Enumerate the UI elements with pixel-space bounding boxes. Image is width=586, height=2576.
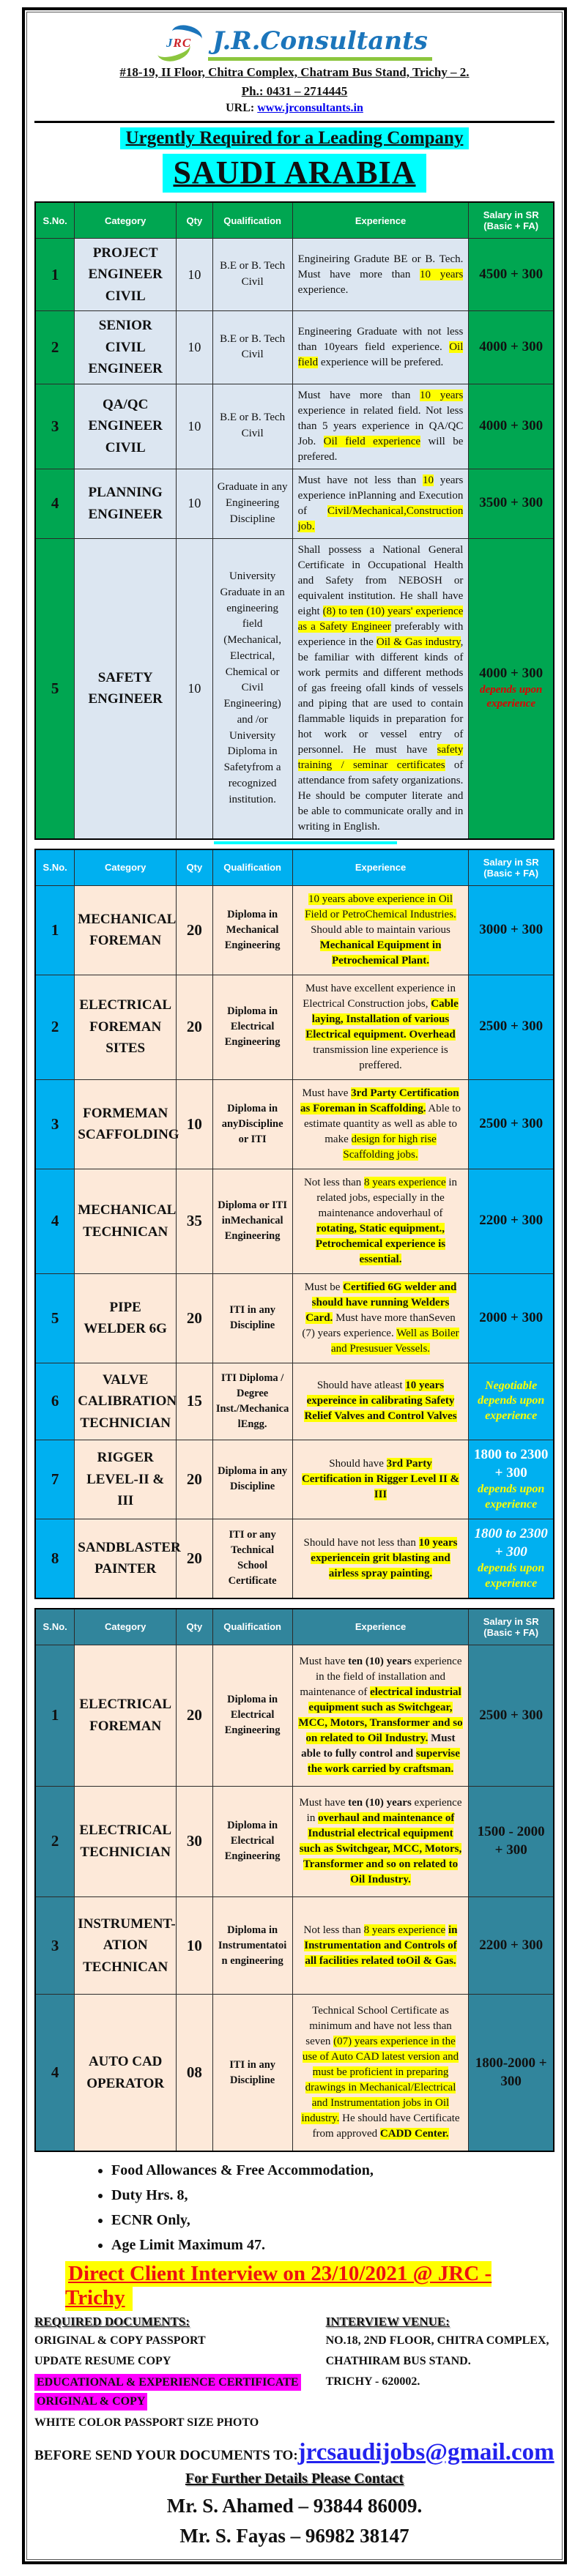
text-segment: experience in bbox=[306, 1796, 462, 1824]
url-label: URL: bbox=[226, 102, 255, 114]
cell-salary bbox=[469, 538, 554, 839]
text-segment: Engineiring Gradute BE or B. Tech. Must have more than bbox=[297, 253, 464, 280]
text-segment: Must have bbox=[302, 1087, 352, 1099]
text-segment: He should have Certificate from approved bbox=[312, 2112, 460, 2140]
job-row bbox=[35, 1995, 554, 2152]
job-row bbox=[35, 975, 554, 1079]
text-segment: ten (10) years bbox=[348, 1796, 412, 1809]
logo-monogram: JRC bbox=[166, 36, 192, 50]
job-row bbox=[35, 1079, 554, 1169]
column-header: Category bbox=[75, 849, 177, 886]
venue-line: CHATHIRAM BUS STAND. bbox=[325, 2355, 471, 2368]
send-documents-line bbox=[34, 2439, 555, 2466]
cell-sno: 3 bbox=[35, 1896, 75, 1994]
salary-text: depends upon experience bbox=[479, 683, 543, 710]
jobs-table-1-wrap bbox=[34, 201, 555, 844]
cell-cat: FORMEMAN SCAFFOLDING bbox=[75, 1079, 177, 1169]
text-segment: experience in the field of installation and maintenance of bbox=[300, 1655, 462, 1698]
contact-list bbox=[34, 2495, 555, 2547]
document-item: WHITE COLOR PASSPORT SIZE PHOTO bbox=[34, 2416, 259, 2429]
divider-line bbox=[34, 121, 555, 123]
cell-qty: 30 bbox=[177, 1786, 213, 1896]
company-url-link[interactable]: www.jrconsultants.in bbox=[257, 102, 363, 114]
required-documents-title: REQUIRED DOCUMENTS: bbox=[34, 2315, 190, 2329]
cell-qty: 10 bbox=[177, 311, 213, 384]
cell-cat: VALVE CALIBRATION TECHNICIAN bbox=[75, 1363, 177, 1440]
text-segment: Mechanical Equipment in Petrochemical Plant. bbox=[319, 939, 442, 967]
document-item: ORIGINAL & COPY PASSPORT bbox=[34, 2334, 206, 2348]
jobs-table-2-wrap bbox=[34, 849, 555, 1599]
column-header: Qty bbox=[177, 849, 213, 886]
cell-cat: MECHANICAL FOREMAN bbox=[75, 885, 177, 975]
job-row bbox=[35, 311, 554, 384]
cell-sno: 5 bbox=[35, 538, 75, 839]
job-row bbox=[35, 1273, 554, 1363]
cell-salary bbox=[469, 311, 554, 384]
cell-experience bbox=[292, 1995, 469, 2152]
cell-experience bbox=[292, 384, 469, 469]
header-row bbox=[35, 1609, 554, 1645]
cell-salary bbox=[469, 1519, 554, 1598]
column-header: Qualification bbox=[212, 1609, 292, 1645]
column-header: Salary in SR (Basic + FA) bbox=[469, 1609, 554, 1645]
documents-venue-section bbox=[34, 2315, 555, 2432]
cell-sno: 8 bbox=[35, 1519, 75, 1598]
bullet-item: • Duty Hrs. 8, bbox=[111, 2187, 555, 2204]
salary-text: 1500 - 2000 + 300 bbox=[477, 1824, 545, 1858]
document-item: UPDATE RESUME COPY bbox=[34, 2355, 171, 2368]
cell-salary bbox=[469, 469, 554, 538]
cell-qual: Diploma in anyDiscipline or ITI bbox=[212, 1079, 292, 1169]
cell-qty: 10 bbox=[177, 239, 213, 311]
cell-salary bbox=[469, 1363, 554, 1440]
company-phone: Ph.: 0431 – 2714445 bbox=[241, 84, 348, 98]
headline-section bbox=[34, 127, 555, 193]
cell-sno: 4 bbox=[35, 1995, 75, 2152]
text-segment: Should able to maintain various bbox=[311, 923, 450, 936]
cell-qual: University Graduate in an engineering field (Mechanical, Electrical, Chemical or Civil Engineering) and /or University Diploma in Safetyfrom a recognized institution. bbox=[212, 538, 292, 839]
text-segment: Must have bbox=[299, 1796, 349, 1809]
contact-heading: For Further Details Please Contact bbox=[185, 2470, 404, 2487]
cell-cat: ELECTRICAL FOREMAN SITES bbox=[75, 975, 177, 1079]
text-segment: 8 years experience bbox=[363, 1924, 446, 1936]
salary-text: 4500 + 300 bbox=[479, 266, 544, 282]
cell-experience bbox=[292, 1896, 469, 1994]
header-row bbox=[35, 202, 554, 239]
text-segment: design for high rise Scaffolding jobs. bbox=[343, 1133, 437, 1161]
cell-salary bbox=[469, 1273, 554, 1363]
cell-salary bbox=[469, 1786, 554, 1896]
cell-qty: 10 bbox=[177, 469, 213, 538]
salary-text: depends upon experience bbox=[478, 1562, 545, 1590]
interview-venue bbox=[326, 2315, 555, 2432]
cell-salary bbox=[469, 1995, 554, 2152]
salary-text: 4000 + 300 bbox=[479, 339, 544, 355]
column-header: S.No. bbox=[35, 849, 75, 886]
required-documents-list bbox=[34, 2331, 326, 2432]
contact-line: Mr. S. Fayas – 96982 38147 bbox=[179, 2524, 409, 2547]
salary-text: 1800 to 2300 + 300 bbox=[474, 1525, 548, 1560]
cell-experience bbox=[292, 1363, 469, 1440]
salary-text: 2000 + 300 bbox=[479, 1309, 544, 1325]
job-row bbox=[35, 885, 554, 975]
cell-experience bbox=[292, 1645, 469, 1786]
text-segment: Engineering Graduate with not less than 10years field experience. bbox=[297, 325, 464, 353]
cell-qual: ITI in any Discipline bbox=[212, 1273, 292, 1363]
column-header: Salary in SR (Basic + FA) bbox=[469, 849, 554, 886]
text-segment: 3rd Party Certification as Foreman in Scaffolding. bbox=[300, 1087, 459, 1114]
cell-cat: SENIOR CIVIL ENGINEER bbox=[75, 311, 177, 384]
bullet-item: • ECNR Only, bbox=[111, 2212, 555, 2229]
job-row bbox=[35, 239, 554, 311]
cyan-underline-mark bbox=[214, 841, 397, 844]
interview-venue-title: INTERVIEW VENUE: bbox=[325, 2315, 450, 2329]
text-segment: 10 years above experience in Oil Field or PetroChemical Industries. bbox=[305, 893, 456, 920]
text-segment: 10 bbox=[422, 474, 434, 486]
cell-salary bbox=[469, 384, 554, 469]
text-segment: Must have more than bbox=[297, 389, 420, 401]
text-segment: experience. bbox=[297, 283, 349, 296]
salary-text: 4000 + 300 bbox=[479, 666, 544, 682]
text-segment: experience in related field. Not less than 5 years experience in QA/QC Job. bbox=[297, 404, 464, 447]
cell-salary bbox=[469, 1079, 554, 1169]
cell-qty: 20 bbox=[177, 1645, 213, 1786]
column-header: Experience bbox=[292, 849, 469, 886]
salary-text: 4000 + 300 bbox=[479, 417, 544, 433]
interview-venue-lines bbox=[326, 2331, 555, 2392]
job-row bbox=[35, 1519, 554, 1598]
cell-qual: Diploma in Instrumentatoi n engineering bbox=[212, 1896, 292, 1994]
cell-experience bbox=[292, 1440, 469, 1519]
cell-experience bbox=[292, 1169, 469, 1273]
text-segment: Oil field experience bbox=[323, 435, 421, 447]
cell-sno: 5 bbox=[35, 1273, 75, 1363]
jobs-table-2 bbox=[34, 849, 555, 1599]
text-segment: Oil field bbox=[297, 340, 464, 368]
cell-qual: Diploma or ITI inMechanical Engineering bbox=[212, 1169, 292, 1273]
cell-qty: 20 bbox=[177, 1273, 213, 1363]
text-segment: transmission line experience is preffered. bbox=[313, 1043, 448, 1071]
jobs-table-1 bbox=[34, 201, 555, 840]
text-segment: in related jobs, especially in the maintenance andoverhaul of bbox=[316, 1176, 458, 1219]
text-segment: of attendance from safety organizations. He should be computer literate and be able to communicate orally and in writing in English. bbox=[297, 759, 464, 833]
cell-experience bbox=[292, 885, 469, 975]
text-segment: preferably with experience in the bbox=[297, 620, 464, 648]
cell-cat: SANDBLASTER PAINTER bbox=[75, 1519, 177, 1598]
venue-line: NO.18, 2ND FLOOR, CHITRA COMPLEX, bbox=[325, 2334, 549, 2348]
job-row bbox=[35, 384, 554, 469]
text-segment: Technical School Certificate as minimum and have not less than seven bbox=[305, 2005, 452, 2048]
salary-text: Negotiable depends upon experience bbox=[478, 1379, 545, 1423]
text-segment: 10 years experiencein grit blasting and airless spray painting. bbox=[311, 1536, 458, 1579]
text-segment: (07) years experience in the use of Auto CAD latest version and must be proficient in preparing drawings in Mechanical/Electrical and Instrumentation jobs in Oil industry. bbox=[301, 2036, 459, 2125]
salary-text: 1800 to 2300 + 300 bbox=[474, 1446, 549, 1481]
document-inner bbox=[26, 12, 563, 2560]
cell-salary bbox=[469, 239, 554, 311]
company-header bbox=[34, 26, 555, 61]
cell-qual: Diploma in Electrical Engineering bbox=[212, 1645, 292, 1786]
cell-qty: 10 bbox=[177, 538, 213, 839]
cell-sno: 3 bbox=[35, 1079, 75, 1169]
cell-experience bbox=[292, 975, 469, 1079]
text-segment: Must have bbox=[299, 1655, 349, 1667]
salary-text: 2200 + 300 bbox=[479, 1937, 544, 1953]
text-segment: years experience inPlanning and Execution of bbox=[297, 474, 464, 517]
cell-salary bbox=[469, 975, 554, 1079]
urgent-headline: Urgently Required for a Leading Company bbox=[120, 127, 470, 149]
text-segment: in Instrumentation and Controls of all facilities related toOil & Gas. bbox=[304, 1924, 458, 1967]
cell-qty: 15 bbox=[177, 1363, 213, 1440]
text-segment: Oil & Gas industry bbox=[376, 636, 461, 648]
bullet-item: • Age Limit Maximum 47. bbox=[111, 2237, 555, 2254]
cell-qual: Diploma in any Discipline bbox=[212, 1440, 292, 1519]
column-header: Category bbox=[75, 202, 177, 239]
cell-sno: 2 bbox=[35, 975, 75, 1079]
cell-qty: 20 bbox=[177, 1519, 213, 1598]
venue-line: TRICHY - 620002. bbox=[325, 2375, 420, 2389]
cell-qty: 20 bbox=[177, 1440, 213, 1519]
text-segment: overhaul and maintenance of Industrial electrical equipment such as Switchgear, MCC, Motors, Transformer and so on related to Oil Industry. bbox=[299, 1812, 462, 1886]
cell-experience bbox=[292, 538, 469, 839]
cell-qty: 20 bbox=[177, 885, 213, 975]
cell-qual: ITI Diploma / Degree Inst./Mechanica lEngg. bbox=[212, 1363, 292, 1440]
salary-text: 2500 + 300 bbox=[479, 1115, 544, 1131]
cell-sno: 3 bbox=[35, 384, 75, 469]
cell-cat: AUTO CAD OPERATOR bbox=[75, 1995, 177, 2152]
interview-banner-text: Direct Client Interview on 23/10/2021 @ JRC - Trichy bbox=[65, 2262, 492, 2310]
text-segment: Shall possess a National General Certificate in Occupational Health and Safety from NEBOSH or equivalent institution. He shall have eight bbox=[297, 543, 464, 617]
cell-experience bbox=[292, 1273, 469, 1363]
job-row bbox=[35, 469, 554, 538]
job-row bbox=[35, 1645, 554, 1786]
text-segment: Civil/Mechanical,Construction job. bbox=[297, 505, 464, 532]
cell-cat: RIGGER LEVEL-II & III bbox=[75, 1440, 177, 1519]
text-segment: will be prefered. bbox=[297, 435, 464, 463]
text-segment: Cable laying, Installation of various Electrical equipment. Overhead bbox=[305, 997, 459, 1041]
text-segment: CADD Center. bbox=[379, 2128, 449, 2140]
salary-text: 2500 + 300 bbox=[479, 1707, 544, 1723]
cell-experience bbox=[292, 469, 469, 538]
cell-qual: B.E or B. Tech Civil bbox=[212, 239, 292, 311]
salary-text: 2500 + 300 bbox=[479, 1019, 544, 1035]
job-row bbox=[35, 538, 554, 839]
cell-qual: Diploma in Electrical Engineering bbox=[212, 975, 292, 1079]
jrc-logo-icon bbox=[157, 26, 202, 61]
cell-qual: ITI in any Discipline bbox=[212, 1995, 292, 2152]
text-segment: Must have not less than bbox=[297, 474, 423, 486]
column-header: Salary in SR (Basic + FA) bbox=[469, 202, 554, 239]
country-headline: SAUDI ARABIA bbox=[163, 154, 426, 193]
job-row bbox=[35, 1896, 554, 1994]
company-name: J.R.Consultants bbox=[208, 26, 432, 61]
text-segment: Well as Boiler and Presusuer Vessels. bbox=[330, 1327, 459, 1355]
job-row bbox=[35, 1363, 554, 1440]
before-send-label: BEFORE SEND YOUR DOCUMENTS TO: bbox=[34, 2447, 298, 2463]
salary-text: 3500 + 300 bbox=[479, 495, 544, 511]
text-segment: ten (10) years bbox=[348, 1655, 412, 1667]
cell-cat: PIPE WELDER 6G bbox=[75, 1273, 177, 1363]
column-header: Qty bbox=[177, 1609, 213, 1645]
document-page bbox=[22, 7, 567, 2564]
cell-salary bbox=[469, 1169, 554, 1273]
text-segment: Must be bbox=[304, 1281, 344, 1293]
cell-cat: INSTRUMENT-ATION TECHNICAN bbox=[75, 1896, 177, 1994]
text-segment: Must have excellent experience in Electrical Construction jobs, bbox=[303, 982, 456, 1010]
cell-salary bbox=[469, 1645, 554, 1786]
cell-cat: QA/QC ENGINEER CIVIL bbox=[75, 384, 177, 469]
text-segment: 10 years expereince in calibrating Safety Relief Valves and Control Valves bbox=[304, 1380, 457, 1423]
document-item: ORIGINAL & COPY bbox=[34, 2393, 147, 2410]
cell-salary bbox=[469, 1896, 554, 1994]
jobs-table-3 bbox=[34, 1608, 555, 2152]
job-row bbox=[35, 1169, 554, 1273]
salary-text: depends upon experience bbox=[478, 1483, 545, 1511]
text-segment: electrical industrial equipment such as Switchgear, MCC, Motors, Transformer and so on related to Oil Industry. bbox=[298, 1686, 463, 1744]
cell-qual: ITI or any Technical School Certificate bbox=[212, 1519, 292, 1598]
cell-sno: 4 bbox=[35, 469, 75, 538]
cell-sno: 7 bbox=[35, 1440, 75, 1519]
cell-experience bbox=[292, 311, 469, 384]
text-segment: Certified 6G welder and should have running Welders Card. bbox=[305, 1281, 457, 1324]
cell-qty: 08 bbox=[177, 1995, 213, 2152]
cell-experience bbox=[292, 1786, 469, 1896]
document-item: EDUCATIONAL & EXPERIENCE CERTIFICATE bbox=[34, 2374, 301, 2391]
job-row bbox=[35, 1440, 554, 1519]
text-segment: 10 years bbox=[420, 268, 464, 280]
text-segment: , be familiar with different kinds of work permits and different methods of gas freeing ofall kinds of vessels and piping that are used to contain flammable liquids in preparation for hot work or vessel entry of personnel. He must have bbox=[297, 636, 464, 756]
cell-experience bbox=[292, 1079, 469, 1169]
text-segment: Should have not less than bbox=[303, 1536, 419, 1549]
text-segment: (8) to ten (10) years' experience as a Safety Engineer bbox=[297, 605, 464, 633]
cell-cat: PLANNING ENGINEER bbox=[75, 469, 177, 538]
email-link[interactable]: jrcsaudijobs@gmail.com bbox=[297, 2438, 555, 2465]
cell-sno: 6 bbox=[35, 1363, 75, 1440]
benefits-list bbox=[34, 2162, 555, 2254]
cell-qty: 10 bbox=[177, 1079, 213, 1169]
text-segment: Able to estimate quantity as well as able to make bbox=[303, 1102, 461, 1145]
column-header: Category bbox=[75, 1609, 177, 1645]
column-header: Qualification bbox=[212, 202, 292, 239]
column-header: Experience bbox=[292, 1609, 469, 1645]
cell-cat: SAFETY ENGINEER bbox=[75, 538, 177, 839]
text-segment: safety training / seminar certificates bbox=[297, 743, 464, 771]
job-row bbox=[35, 1786, 554, 1896]
column-header: Qualification bbox=[212, 849, 292, 886]
cell-qty: 35 bbox=[177, 1169, 213, 1273]
interview-banner bbox=[65, 2262, 555, 2310]
column-header: S.No. bbox=[35, 1609, 75, 1645]
cell-sno: 1 bbox=[35, 1645, 75, 1786]
jobs-table-3-wrap bbox=[34, 1608, 555, 2152]
salary-text: 3000 + 300 bbox=[479, 921, 544, 937]
text-segment: Must have more thanSeven (7) years experience. bbox=[302, 1311, 456, 1339]
cell-qual: B.E or B. Tech Civil bbox=[212, 311, 292, 384]
cell-salary bbox=[469, 1440, 554, 1519]
cell-sno: 2 bbox=[35, 1786, 75, 1896]
cell-cat: ELECTRICAL TECHNICIAN bbox=[75, 1786, 177, 1896]
text-segment: experience will be prefered. bbox=[318, 356, 444, 368]
text-segment: rotating, Static equipment., Petrochemical experience is essential. bbox=[315, 1222, 446, 1265]
cell-cat: MECHANICAL TECHNICAN bbox=[75, 1169, 177, 1273]
text-segment: Should have atleast bbox=[316, 1380, 406, 1392]
column-header: Qty bbox=[177, 202, 213, 239]
cell-qty: 10 bbox=[177, 384, 213, 469]
company-url-line bbox=[34, 102, 555, 115]
cell-qual: Diploma in Electrical Engineering bbox=[212, 1786, 292, 1896]
cell-sno: 1 bbox=[35, 885, 75, 975]
cell-sno: 1 bbox=[35, 239, 75, 311]
column-header: S.No. bbox=[35, 202, 75, 239]
text-segment: Should have bbox=[329, 1457, 387, 1470]
cell-experience bbox=[292, 239, 469, 311]
cell-experience bbox=[292, 1519, 469, 1598]
header-row bbox=[35, 849, 554, 886]
text-segment: Not less than bbox=[303, 1176, 365, 1188]
cell-qual: Diploma in Mechanical Engineering bbox=[212, 885, 292, 975]
company-address: #18-19, II Floor, Chitra Complex, Chatram Bus Stand, Trichy – 2. bbox=[119, 65, 470, 79]
cell-cat: ELECTRICAL FOREMAN bbox=[75, 1645, 177, 1786]
text-segment: 8 years experience bbox=[364, 1176, 446, 1188]
bullet-item: • Food Allowances & Free Accommodation, bbox=[111, 2162, 555, 2179]
text-segment: supervise the work carried by craftsman. bbox=[307, 1747, 460, 1775]
cell-qual: B.E or B. Tech Civil bbox=[212, 384, 292, 469]
text-segment: 3rd Party Certification in Rigger Level II & III bbox=[301, 1457, 460, 1500]
cell-cat: PROJECT ENGINEER CIVIL bbox=[75, 239, 177, 311]
contact-line: Mr. S. Ahamed – 93844 86009. bbox=[166, 2494, 423, 2517]
cell-sno: 4 bbox=[35, 1169, 75, 1273]
column-header: Experience bbox=[292, 202, 469, 239]
cell-sno: 2 bbox=[35, 311, 75, 384]
cell-qty: 20 bbox=[177, 975, 213, 1079]
salary-text: 2200 + 300 bbox=[479, 1213, 544, 1229]
cell-salary bbox=[469, 885, 554, 975]
salary-text: 1800-2000 + 300 bbox=[475, 2055, 547, 2089]
text-segment: Must able to fully control and bbox=[301, 1732, 456, 1760]
text-segment: 10 years bbox=[420, 389, 464, 401]
required-documents bbox=[34, 2315, 326, 2432]
text-segment: Not less than bbox=[303, 1924, 364, 1936]
cell-qual: Graduate in any Engineering Discipline bbox=[212, 469, 292, 538]
cell-qty: 10 bbox=[177, 1896, 213, 1994]
